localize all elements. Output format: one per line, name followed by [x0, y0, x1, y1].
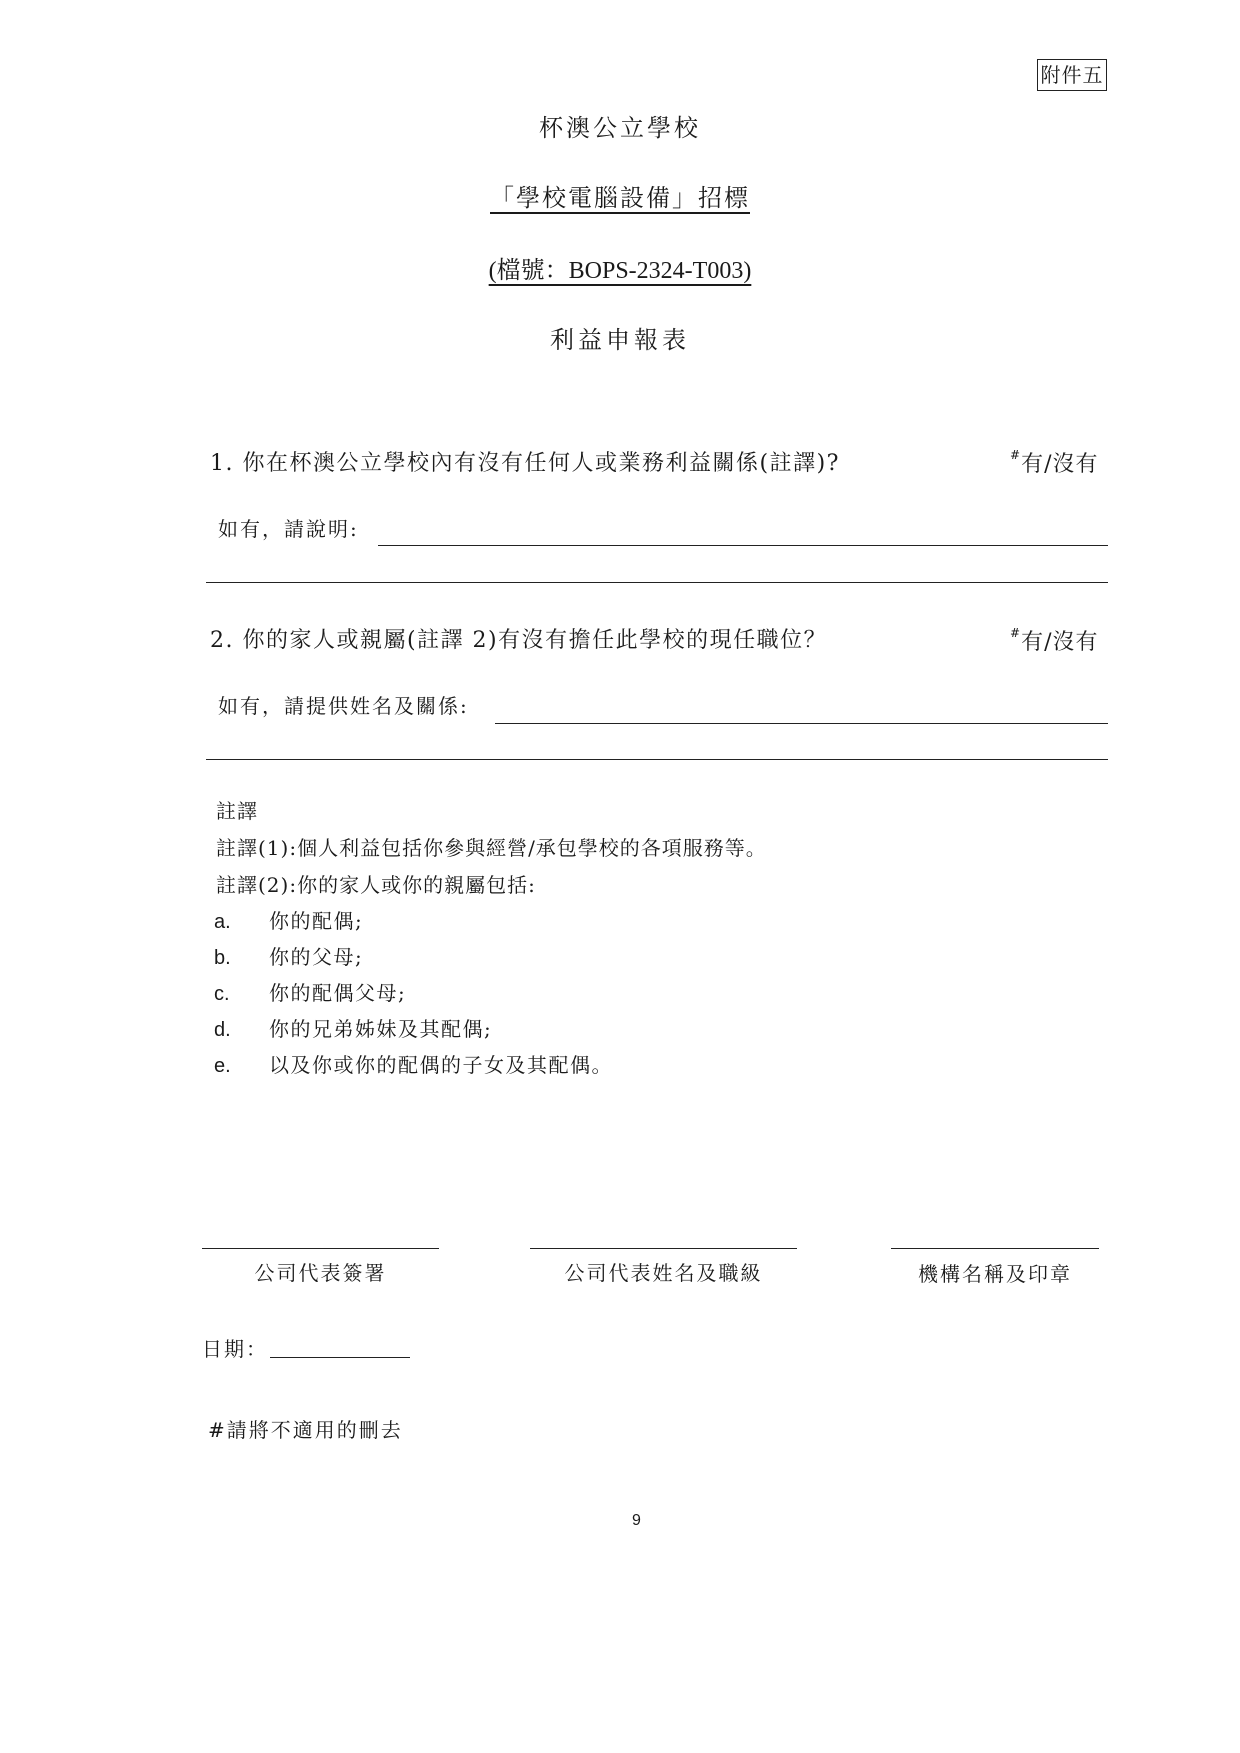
question-2-answer-line-2[interactable]: [206, 759, 1108, 760]
form-title: 利益申報表: [550, 326, 690, 354]
note-item-marker: b.: [214, 947, 231, 969]
note-item: [214, 941, 363, 970]
rep-signature-line[interactable]: [202, 1248, 439, 1249]
note-1: 註譯(1):個人利益包括你參與經營/承包學校的各項服務等。: [216, 836, 767, 860]
annex-label: 附件五: [1037, 59, 1107, 91]
note-item-text: 你的配偶;: [269, 909, 364, 933]
note-item-marker: d.: [214, 1019, 231, 1041]
question-2-text: 2. 你的家人或親屬(註譯 2)有沒有擔任此學校的現任職位？: [210, 628, 828, 653]
question-1-answer-mark: #: [1010, 448, 1022, 462]
note-item-text: 你的父母;: [269, 945, 364, 969]
note-item: [214, 977, 406, 1006]
notes-heading: 註譯: [216, 799, 258, 823]
date-line[interactable]: [270, 1357, 410, 1358]
question-2-answer-options: 有/沒有: [1021, 630, 1099, 655]
question-2-answer-mark: #: [1010, 626, 1022, 640]
question-1-text: 1. 你在杯澳公立學校內有沒有任何人或業務利益關係(註譯)?: [210, 451, 840, 476]
note-item-text: 你的配偶父母;: [269, 981, 407, 1005]
strike-out-footnote: #請將不適用的刪去: [208, 1418, 403, 1442]
note-item-marker: e.: [214, 1055, 231, 1077]
file-number: [0, 250, 1240, 285]
note-item: [214, 1013, 492, 1042]
org-name-seal-label: 機構名稱及印章: [918, 1262, 1072, 1286]
question-1-prompt: 如有，請說明:: [218, 517, 359, 541]
school-name: 杯澳公立學校: [539, 114, 701, 142]
question-2-answer: [1010, 625, 1098, 656]
note-item-text: 以及你或你的配偶的子女及其配偶。: [269, 1053, 613, 1077]
rep-name-title-line[interactable]: [530, 1248, 797, 1249]
question-1-answer-options: 有/沒有: [1021, 452, 1099, 477]
date-label: 日期：: [202, 1337, 268, 1361]
note-item-marker: c.: [214, 983, 230, 1005]
note-item-text: 你的兄弟姊妹及其配偶;: [269, 1017, 493, 1041]
note-item: [214, 905, 363, 934]
page-number: 9: [632, 1512, 641, 1529]
question-1-answer-line-2[interactable]: [206, 582, 1108, 583]
note-item: [214, 1049, 613, 1078]
question-1-answer-line-1[interactable]: [378, 545, 1108, 546]
note-item-marker: a.: [214, 911, 231, 933]
question-2-answer-line-1[interactable]: [495, 723, 1108, 724]
tender-title: [0, 178, 1240, 213]
tender-title-text: 「學校電腦設備」招標: [490, 184, 750, 212]
file-number-text: (檔號：BOPS-2324-T003): [488, 258, 752, 284]
rep-name-title-label: 公司代表姓名及職級: [564, 1261, 763, 1285]
org-name-seal-line[interactable]: [891, 1248, 1099, 1249]
rep-signature-label: 公司代表簽署: [254, 1261, 387, 1285]
question-2-prompt: 如有，請提供姓名及關係:: [218, 694, 469, 718]
question-1-answer: [1010, 447, 1098, 478]
note-2: 註譯(2):你的家人或你的親屬包括:: [216, 873, 536, 897]
